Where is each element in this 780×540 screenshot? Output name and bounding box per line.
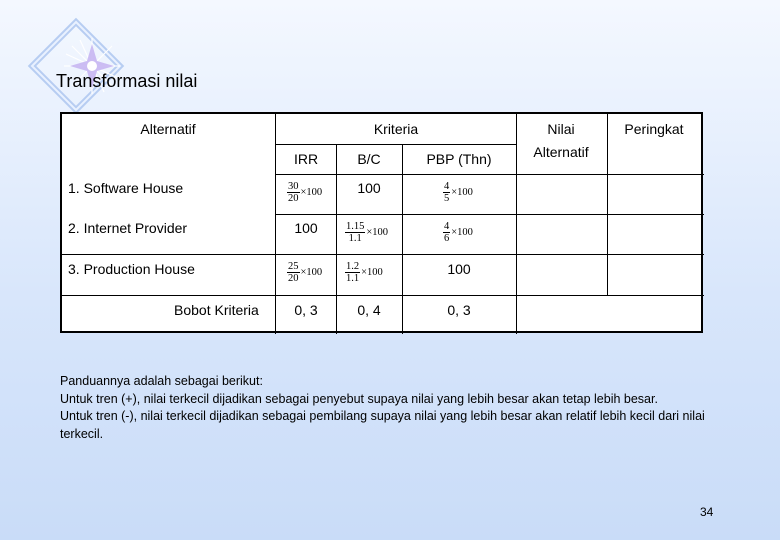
cell-r3-irr-fraction [287,261,322,284]
fraction-numerator: 30 [288,181,299,192]
header-nilai-alternatif: Alternatif [533,144,589,160]
fraction-numerator: 4 [444,181,450,192]
fraction-multiplier: ×100 [361,267,383,278]
fraction-numerator: 25 [288,261,299,272]
row-label-bobot-kriteria: Bobot Kriteria [174,302,259,318]
cell-r1-pbp-fraction [443,181,473,204]
cell-r1-bc: 100 [357,180,381,196]
header-pbp: PBP (Thn) [426,151,492,167]
cell-bobot-irr: 0, 3 [294,302,318,318]
fraction-denominator: 5 [444,193,450,204]
header-bc: B/C [357,151,381,167]
header-nilai: Nilai [547,121,575,137]
cell-bobot-pbp: 0, 3 [447,302,471,318]
fraction-denominator: 6 [444,233,450,244]
cell-r3-pbp: 100 [447,261,471,277]
cell-r2-irr: 100 [294,220,318,236]
cell-r1-irr-fraction [287,181,322,204]
fraction-multiplier: ×100 [366,227,389,238]
row-label-production-house: 3. Production House [68,261,195,277]
header-alternatif: Alternatif [140,121,196,137]
header-peringkat: Peringkat [624,121,684,137]
fraction-numerator: 4 [444,221,450,232]
page-number: 34 [700,505,714,519]
guidance-notes [60,373,710,443]
fraction-numerator: 1.15 [346,221,365,232]
fraction-denominator: 20 [288,273,299,284]
fraction-denominator: 20 [288,193,299,204]
notes-negative-trend: Untuk tren (-), nilai terkecil dijadikan sebagai pembilang supaya nilai yang lebih besar akan relatif lebih kecil dari nilai terkecil. [60,409,705,441]
fraction-denominator: 1.1 [348,233,362,244]
header-irr: IRR [293,151,319,167]
fraction-multiplier: ×100 [300,267,323,278]
row-label-internet-provider: 2. Internet Provider [68,220,188,236]
header-kriteria: Kriteria [373,121,419,137]
fraction-multiplier: ×100 [451,187,473,198]
notes-intro: Panduannya adalah sebagai berikut: [60,374,263,388]
cell-r3-bc-fraction [345,261,383,284]
fraction-denominator: 1.1 [346,273,360,284]
cell-r2-pbp-fraction [443,221,473,244]
fraction-numerator: 1.2 [346,261,360,272]
fraction-multiplier: ×100 [300,187,323,198]
fraction-multiplier: ×100 [451,227,473,238]
row-label-software-house: 1. Software House [68,180,184,196]
cell-r2-bc-fraction [345,221,388,244]
page-title: Transformasi nilai [56,71,198,91]
notes-positive-trend: Untuk tren (+), nilai terkecil dijadikan sebagai penyebut supaya nilai yang lebih besar akan tetap lebih besar. [60,391,658,406]
cell-bobot-bc: 0, 4 [357,302,381,318]
criteria-table [60,112,703,333]
